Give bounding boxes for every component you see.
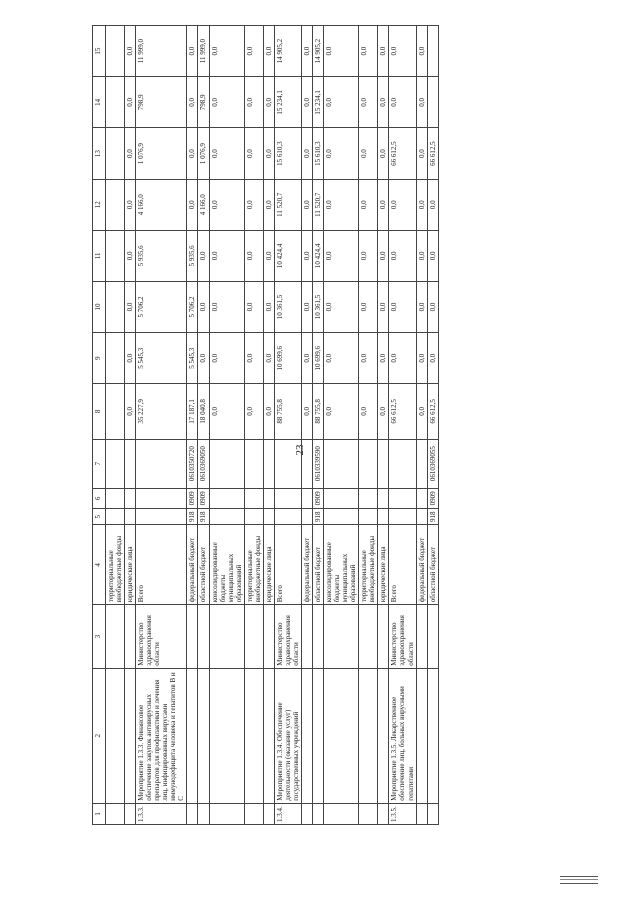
table-cell [359,668,378,803]
table-cell: 5 706,2 [187,281,198,332]
table-cell: 15 234,1 [313,77,324,128]
table-cell [301,488,312,508]
table-cell [198,803,209,824]
table-cell: 0,0 [263,128,274,179]
table-cell [209,803,244,824]
table-cell [274,509,301,525]
table-cell [427,803,438,824]
table-cell: консолидированные бюджеты муниципальных образований [209,525,244,605]
table-cell [125,803,136,824]
table-cell: федеральный бюджет [187,525,198,605]
table-cell: 0,0 [378,281,389,332]
table-cell: юридические лица [263,525,274,605]
table-cell: 0,0 [416,230,427,281]
table-cell: 0,0 [244,230,263,281]
table-cell: 10 424,4 [313,230,324,281]
table-cell: 0,0 [324,77,359,128]
table-cell: 0,0 [209,26,244,77]
table-cell: 4 166,0 [198,179,209,230]
table-cell [244,439,263,488]
table-cell [125,509,136,525]
table-cell [263,488,274,508]
table-cell [209,605,244,668]
table-cell [106,230,125,281]
table-row [274,26,301,825]
table-cell [263,509,274,525]
table-cell: 0,0 [125,77,136,128]
table-cell: 5 545,3 [136,333,187,384]
table-cell [389,509,416,525]
table-cell [389,488,416,508]
table-row [378,26,389,825]
table-cell [427,26,438,77]
table-cell: 0,0 [209,179,244,230]
table-cell: 0909 [427,488,438,508]
table-row [198,26,209,825]
table-cell: 0,0 [324,26,359,77]
table-cell: 0,0 [125,179,136,230]
column-header: 4 [93,525,106,605]
table-cell [324,803,359,824]
table-cell: 0,0 [244,384,263,439]
table-cell [301,605,312,668]
table-cell: 1 076,9 [136,128,187,179]
table-cell: Министерство здравоохранения области [274,605,301,668]
table-cell: 15 234,1 [274,77,301,128]
table-cell: 0,0 [416,333,427,384]
table-cell: 0,0 [427,179,438,230]
table-cell: Всего [274,525,301,605]
table-cell: 0,0 [198,230,209,281]
table-cell [106,26,125,77]
table-cell [106,605,125,668]
table-cell [378,803,389,824]
table-cell [244,488,263,508]
table-cell: 0,0 [301,281,312,332]
table-cell: 0,0 [301,384,312,439]
table-cell [324,605,359,668]
table-cell: Мероприятие 1.3.5. Лекарственное обеспечение лиц, больных вирусными гепатитами [389,668,416,803]
table-cell: 0,0 [263,77,274,128]
table-cell: 0,0 [187,77,198,128]
table-cell: 0909 [198,488,209,508]
table-cell: 10 699,6 [313,333,324,384]
table-cell: Мероприятие 1.3.3. Финансовое обеспечение закупок антивирусных препаратов для профилактики и лечения лиц, инфицированных вирусами иммунодефицита человека и гепатитов В и С [136,668,187,803]
table-cell: 0610369050 [198,439,209,488]
table-cell [263,803,274,824]
table-cell: 0,0 [416,384,427,439]
table-cell [106,439,125,488]
column-header: 1 [93,803,106,824]
table-cell: 10 361,5 [274,281,301,332]
column-header: 11 [93,230,106,281]
column-header: 9 [93,333,106,384]
table-cell: 0,0 [359,179,378,230]
table-cell [427,668,438,803]
table-row [244,26,263,825]
page-number: 23 [294,444,306,456]
table-cell: 0,0 [244,179,263,230]
table-cell: 0,0 [125,26,136,77]
table-cell: 14 905,2 [313,26,324,77]
table-cell: 918 [198,509,209,525]
table-cell [416,605,427,668]
table-cell: 0,0 [389,333,416,384]
table-cell: 0,0 [378,77,389,128]
table-cell [378,668,389,803]
table-cell: 66 612,5 [427,128,438,179]
table-cell [263,605,274,668]
table-cell [187,803,198,824]
table-cell: 15 610,3 [313,128,324,179]
table-cell: 0,0 [263,384,274,439]
table-cell: 5 935,6 [187,230,198,281]
table-cell [106,488,125,508]
table-cell [274,488,301,508]
table-cell [106,803,125,824]
table-cell: 0909 [313,488,324,508]
table-cell: 11 999,0 [198,26,209,77]
table-row [301,26,312,825]
table-cell: 0,0 [125,281,136,332]
table-cell [106,179,125,230]
table-cell: 0,0 [125,128,136,179]
table-cell: 1 076,9 [198,128,209,179]
table-cell [324,439,359,488]
table-cell: областной бюджет [313,525,324,605]
table-row [125,26,136,825]
table-cell: 0,0 [324,281,359,332]
table-cell [136,509,187,525]
table-cell [106,384,125,439]
column-header: 13 [93,128,106,179]
table-body [106,26,439,825]
table-row [106,26,125,825]
table-cell: 1.3.4. [274,803,301,824]
table-cell [209,509,244,525]
table-cell: 0,0 [301,77,312,128]
table-row [187,26,198,825]
table-cell: 0,0 [389,26,416,77]
column-header: 14 [93,77,106,128]
table-cell [187,668,198,803]
table-cell: 0,0 [187,128,198,179]
table-cell: 88 755,8 [274,384,301,439]
table-cell: 0,0 [324,128,359,179]
table-cell: 5 706,2 [136,281,187,332]
table-cell: 0,0 [359,333,378,384]
table-cell [359,439,378,488]
table-cell [198,668,209,803]
table-cell: 0,0 [209,333,244,384]
table-cell: 0,0 [301,179,312,230]
table-cell [416,439,427,488]
table-cell [106,333,125,384]
table-cell: 0,0 [324,384,359,439]
table-cell [106,509,125,525]
table-cell [313,803,324,824]
table-cell: 0909 [187,488,198,508]
table-cell [301,668,312,803]
table-cell: 0,0 [378,230,389,281]
table-cell [244,605,263,668]
table-cell: консолидированные бюджеты муниципальных образований [324,525,359,605]
table-cell: 918 [187,509,198,525]
table-cell: 0,0 [427,230,438,281]
table-cell: 0,0 [416,179,427,230]
table-cell: 0,0 [198,281,209,332]
table-row [263,26,274,825]
column-header: 15 [93,26,106,77]
table-cell: 10 361,5 [313,281,324,332]
table-cell [359,803,378,824]
table-cell: Министерство здравоохранения области [389,605,416,668]
table-cell: 0,0 [378,26,389,77]
column-header: 6 [93,488,106,508]
table-cell: областной бюджет [427,525,438,605]
table-cell: 0,0 [427,281,438,332]
table-cell [125,439,136,488]
table-cell [301,509,312,525]
table-cell: 0,0 [359,77,378,128]
table-cell [416,668,427,803]
table-cell: 0,0 [198,333,209,384]
table-row [324,26,359,825]
table-cell: 0,0 [427,333,438,384]
table-cell: Всего [136,525,187,605]
table-cell: федеральный бюджет [301,525,312,605]
table-cell [274,439,301,488]
table-cell: 0,0 [244,26,263,77]
table-cell: 0,0 [263,281,274,332]
table-cell: 66 612,5 [389,128,416,179]
table-cell: 11 520,7 [313,179,324,230]
table-cell: территориальные внебюджетные фонды [359,525,378,605]
table-cell [427,605,438,668]
table-cell: 15 610,3 [274,128,301,179]
table-cell: 798,9 [198,77,209,128]
table-row [427,26,438,825]
table-cell [136,439,187,488]
table-cell: 0,0 [416,77,427,128]
table-cell: 0,0 [359,384,378,439]
table-cell: территориальные внебюджетные фонды [106,525,125,605]
table-cell [198,605,209,668]
table-cell [324,509,359,525]
table-cell: 0,0 [263,333,274,384]
table-cell: 918 [313,509,324,525]
table-cell: 918 [427,509,438,525]
column-header: 10 [93,281,106,332]
table-cell: 0610369055 [427,439,438,488]
table-cell: 1.3.5. [389,803,416,824]
table-cell: 0,0 [324,179,359,230]
table-cell: 66 612,5 [427,384,438,439]
budget-table [92,25,439,825]
table-cell: 11 999,0 [136,26,187,77]
table-cell [416,509,427,525]
table-cell: 0,0 [263,26,274,77]
table-cell: 0,0 [187,179,198,230]
table-cell: 0,0 [209,77,244,128]
table-cell: 0,0 [209,281,244,332]
table-cell: 10 699,6 [274,333,301,384]
table-cell [125,488,136,508]
table-cell: 88 755,8 [313,384,324,439]
column-header: 2 [93,668,106,803]
table-cell: 0,0 [324,230,359,281]
table-cell [209,488,244,508]
table-cell [106,77,125,128]
table-cell: 0,0 [125,384,136,439]
table-cell: 14 905,2 [274,26,301,77]
table-cell: 0,0 [244,77,263,128]
table-cell [378,488,389,508]
table-cell: 0,0 [187,26,198,77]
table-cell: 17 187,1 [187,384,198,439]
table-cell [313,668,324,803]
table-cell [416,803,427,824]
table-cell: 4 166,0 [136,179,187,230]
table-cell [324,488,359,508]
table-cell: 0,0 [324,333,359,384]
table-cell: Министерство здравоохранения области [136,605,187,668]
table-row [313,26,324,825]
table-cell [378,509,389,525]
table-cell [263,439,274,488]
table-cell: 0,0 [378,179,389,230]
table-cell [125,668,136,803]
table-cell: 0,0 [125,333,136,384]
table-row [359,26,378,825]
table-cell [324,668,359,803]
table-cell [209,439,244,488]
table-cell [244,668,263,803]
table-row [209,26,244,825]
table-row [136,26,187,825]
table-cell: 0,0 [378,333,389,384]
table-cell: 18 040,8 [198,384,209,439]
table-cell [209,668,244,803]
table-cell: 0,0 [389,77,416,128]
table-cell [359,509,378,525]
table-cell: 0,0 [416,281,427,332]
table-cell: Мероприятие 1.3.4. Обеспечение деятельности (оказание услуг) государственных учреждений [274,668,301,803]
table-cell: 0,0 [209,230,244,281]
table-cell: 0,0 [416,128,427,179]
table-cell [301,439,312,488]
table-cell [301,803,312,824]
table-cell [359,605,378,668]
table-cell [136,488,187,508]
table-cell: 0,0 [263,230,274,281]
table-cell: 798,9 [136,77,187,128]
table-cell: 0,0 [359,128,378,179]
table-cell: 0,0 [301,333,312,384]
column-header: 5 [93,509,106,525]
table-cell [106,668,125,803]
table-cell: Всего [389,525,416,605]
column-header: 3 [93,605,106,668]
table-cell: юридические лица [125,525,136,605]
table-cell: юридические лица [378,525,389,605]
table-cell: 0,0 [209,128,244,179]
table-cell [106,128,125,179]
column-header: 7 [93,439,106,488]
table-cell [187,605,198,668]
table-cell [244,509,263,525]
table-cell: 1.3.3. [136,803,187,824]
column-header: 12 [93,179,106,230]
table-cell: 0,0 [125,230,136,281]
table-cell: 0,0 [359,230,378,281]
table-cell: 0,0 [378,128,389,179]
table-cell: областной бюджет [198,525,209,605]
table-cell [106,281,125,332]
table-cell [125,605,136,668]
table-cell [359,488,378,508]
table-cell [427,77,438,128]
table-cell: 0,0 [416,26,427,77]
table-cell [263,668,274,803]
header-row [93,26,106,825]
table-cell [416,488,427,508]
table-cell: 5 935,6 [136,230,187,281]
table-cell: 0610339590 [313,439,324,488]
table-cell: 0,0 [244,333,263,384]
table-cell: 0,0 [263,179,274,230]
table-cell: 0,0 [378,384,389,439]
table-cell: 0,0 [244,128,263,179]
table-cell: 11 520,7 [274,179,301,230]
table-cell: 0,0 [389,230,416,281]
column-header: 8 [93,384,106,439]
table-cell: 0,0 [209,384,244,439]
table-row [389,26,416,825]
table-cell [313,605,324,668]
table-cell: 0,0 [389,281,416,332]
table-cell: 0,0 [244,281,263,332]
table-cell: 0,0 [301,128,312,179]
table-cell [244,803,263,824]
table-cell: 35 227,9 [136,384,187,439]
table-cell: федеральный бюджет [416,525,427,605]
table-cell: 0,0 [359,281,378,332]
table-row [416,26,427,825]
table-cell [378,439,389,488]
table-cell: территориальные внебюджетные фонды [244,525,263,605]
table-cell: 0,0 [301,26,312,77]
table-cell: 0,0 [389,179,416,230]
table-cell: 0,0 [359,26,378,77]
scan-margin-mark [560,876,598,884]
table-cell: 66 612,5 [389,384,416,439]
table-cell [378,605,389,668]
table-cell: 5 545,3 [187,333,198,384]
table-cell: 10 424,4 [274,230,301,281]
table-cell [389,439,416,488]
table-cell: 0,0 [301,230,312,281]
table-cell: 0610350720 [187,439,198,488]
